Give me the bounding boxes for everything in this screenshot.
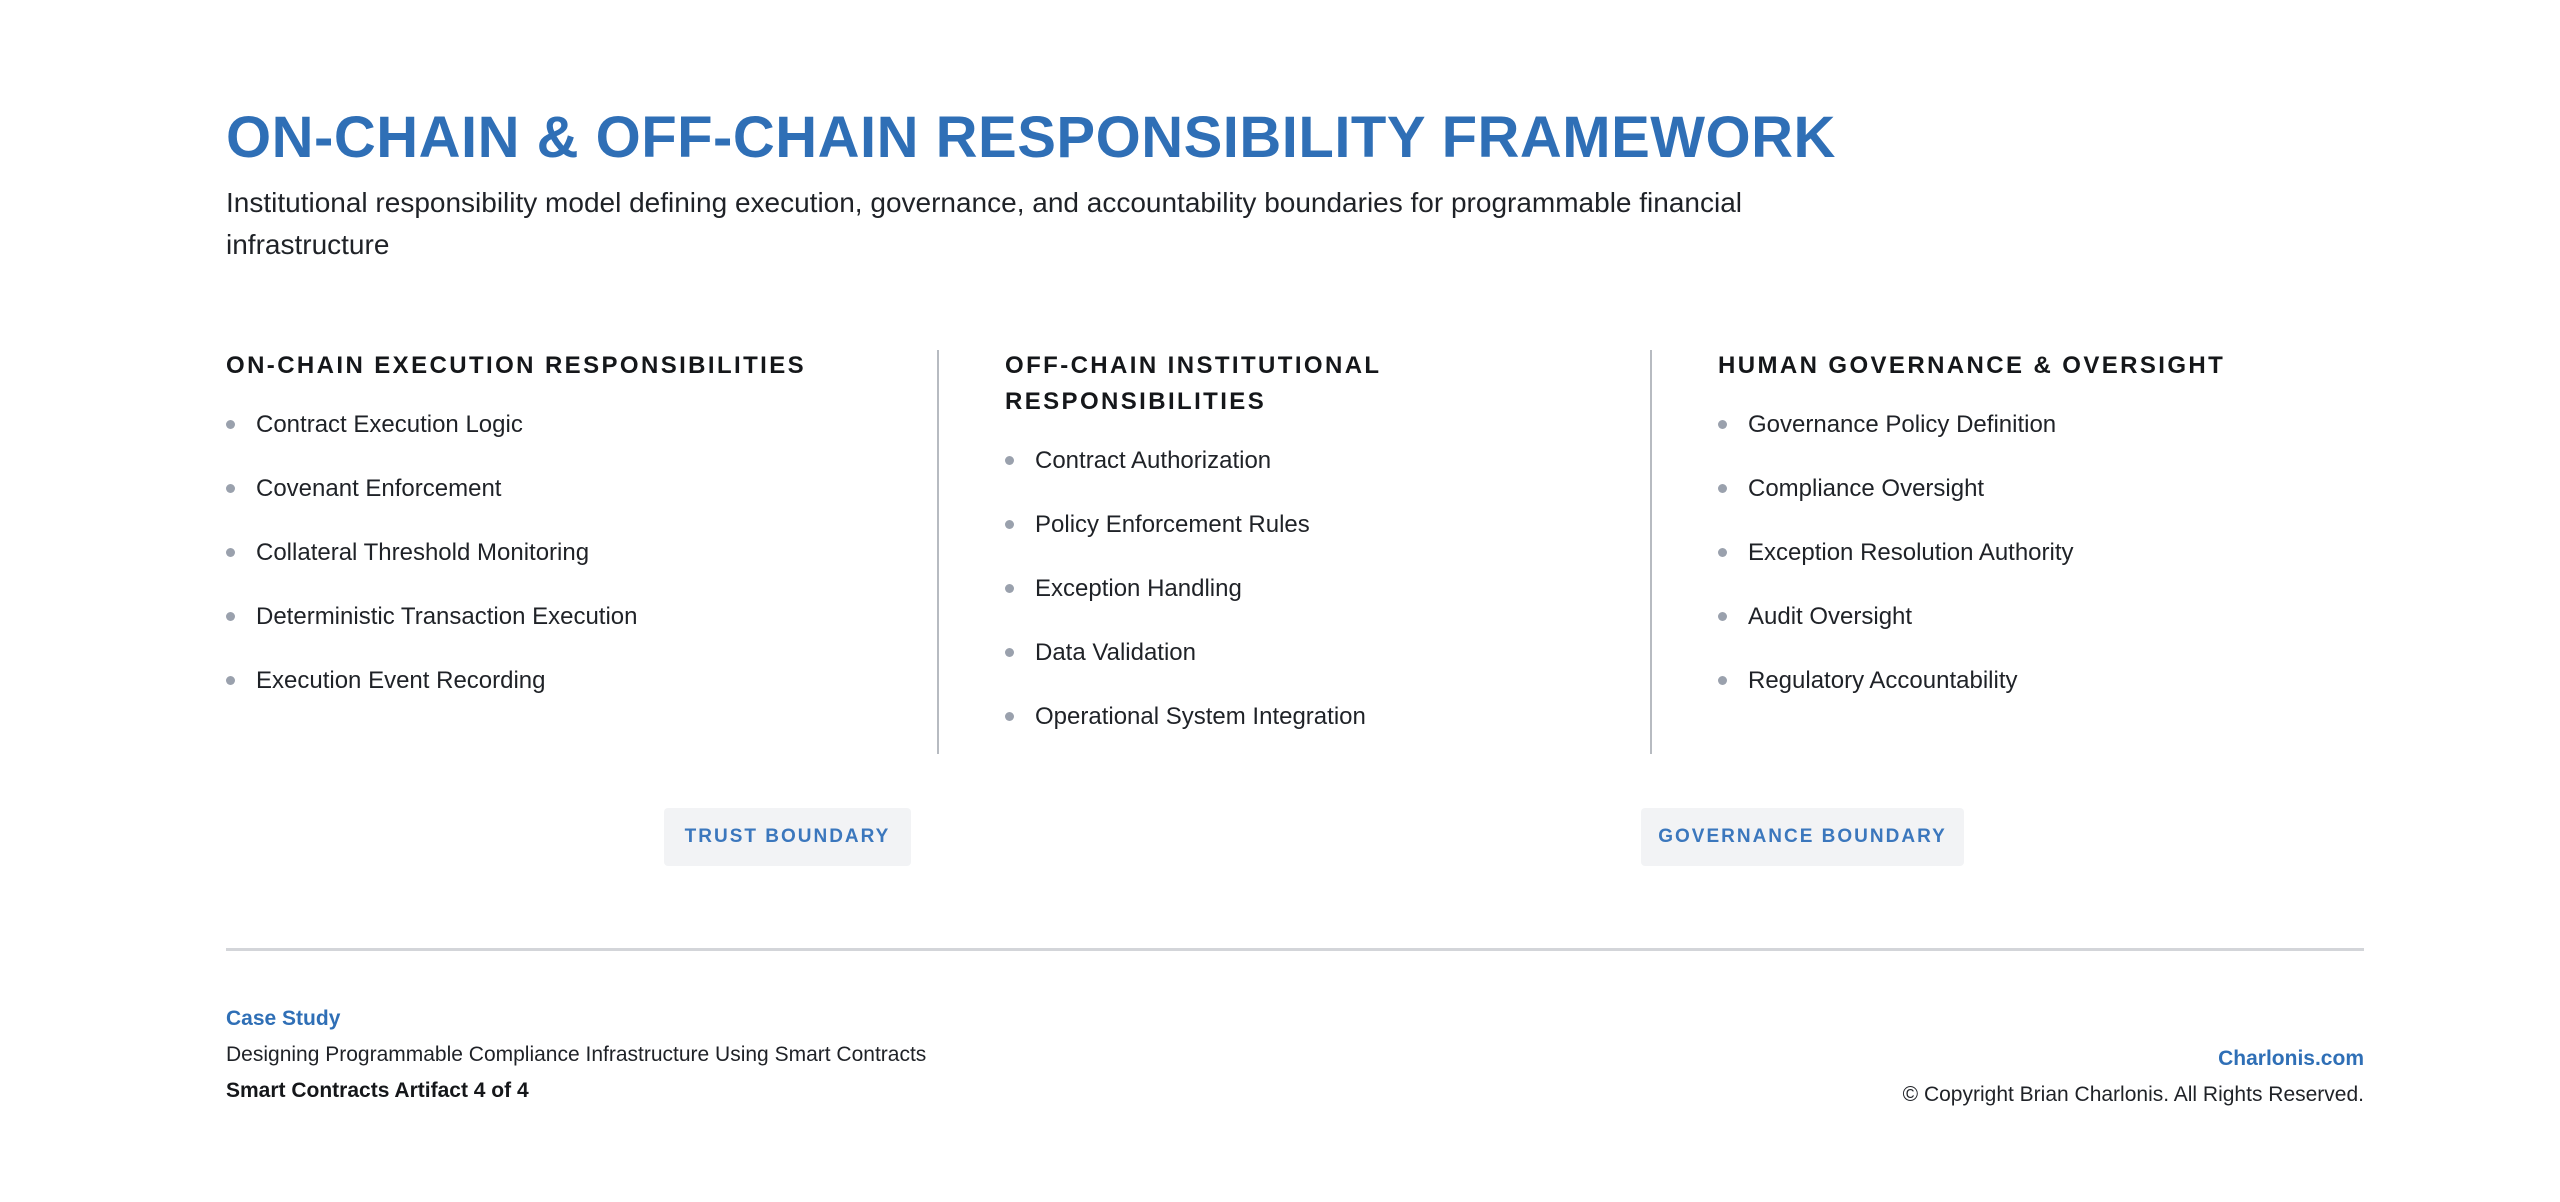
trust-boundary-tag: TRUST BOUNDARY: [664, 808, 911, 866]
list-item-label: Regulatory Accountability: [1748, 667, 2018, 694]
site-link[interactable]: Charlonis.com: [2218, 1047, 2364, 1070]
column-heading: ON-CHAIN EXECUTION RESPONSIBILITIES: [226, 352, 807, 379]
list-item: [1718, 600, 2398, 664]
responsibility-list: [1005, 444, 1625, 764]
page-title: ON-CHAIN & OFF-CHAIN RESPONSIBILITY FRAMEWORK: [226, 105, 1836, 170]
list-item: [1005, 700, 1625, 764]
list-item: [1718, 664, 2398, 728]
bullet-icon: [1718, 612, 1727, 621]
column-on-chain: [226, 348, 926, 728]
list-item-label: Exception Resolution Authority: [1748, 539, 2074, 566]
list-item: [1718, 408, 2398, 472]
bullet-icon: [1718, 420, 1727, 429]
footer-left: [226, 1004, 926, 1106]
list-item: [1005, 636, 1625, 700]
column-human-governance: [1718, 348, 2398, 728]
bullet-icon: [226, 484, 235, 493]
column-heading: OFF-CHAIN INSTITUTIONAL RESPONSIBILITIES: [1005, 352, 1382, 415]
list-item: [226, 472, 926, 536]
list-item: [1005, 444, 1625, 508]
list-item-label: Data Validation: [1035, 639, 1196, 666]
list-item-label: Contract Authorization: [1035, 447, 1272, 474]
column-divider: [1650, 350, 1652, 754]
list-item-label: Governance Policy Definition: [1748, 411, 2057, 438]
bullet-icon: [226, 676, 235, 685]
column-off-chain: [1005, 348, 1625, 764]
list-item-label: Exception Handling: [1035, 575, 1242, 602]
bullet-icon: [1005, 648, 1014, 657]
governance-boundary-tag: GOVERNANCE BOUNDARY: [1641, 808, 1964, 866]
list-item: [226, 408, 926, 472]
bullet-icon: [226, 548, 235, 557]
page-subtitle: Institutional responsibility model defining execution, governance, and accountability boundaries for programmable financial infrastructure: [226, 187, 1743, 260]
list-item-label: Deterministic Transaction Execution: [256, 603, 638, 630]
list-item: [1718, 472, 2398, 536]
bullet-icon: [226, 612, 235, 621]
list-item-label: Collateral Threshold Monitoring: [256, 539, 590, 566]
bullet-icon: [1718, 484, 1727, 493]
responsibility-list: [226, 408, 926, 728]
bullet-icon: [226, 420, 235, 429]
list-item: [226, 664, 926, 728]
list-item-label: Compliance Oversight: [1748, 475, 1985, 502]
bullet-icon: [1005, 456, 1014, 465]
bullet-icon: [1005, 584, 1014, 593]
bullet-icon: [1718, 676, 1727, 685]
list-item-label: Policy Enforcement Rules: [1035, 511, 1310, 538]
column-divider: [937, 350, 939, 754]
list-item: [226, 536, 926, 600]
bullet-icon: [1718, 548, 1727, 557]
list-item-label: Operational System Integration: [1035, 703, 1366, 730]
list-item-label: Contract Execution Logic: [256, 411, 523, 438]
list-item: [226, 600, 926, 664]
bullet-icon: [1005, 520, 1014, 529]
footer-right: [1903, 1044, 2364, 1110]
list-item: [1718, 536, 2398, 600]
list-item: [1005, 508, 1625, 572]
list-item-label: Audit Oversight: [1748, 603, 1913, 630]
list-item-label: Execution Event Recording: [256, 667, 546, 694]
list-item-label: Covenant Enforcement: [256, 475, 502, 502]
artifact-label: Smart Contracts Artifact 4 of 4: [226, 1079, 529, 1102]
column-heading: HUMAN GOVERNANCE & OVERSIGHT: [1718, 352, 2226, 379]
copyright-text: © Copyright Brian Charlonis. All Rights Reserved.: [1902, 1083, 2364, 1106]
footer-divider: [226, 948, 2364, 951]
responsibility-list: [1718, 408, 2398, 728]
list-item: [1005, 572, 1625, 636]
bullet-icon: [1005, 712, 1014, 721]
case-study-title: Designing Programmable Compliance Infrastructure Using Smart Contracts: [226, 1043, 927, 1066]
case-study-label: Case Study: [226, 1007, 341, 1030]
